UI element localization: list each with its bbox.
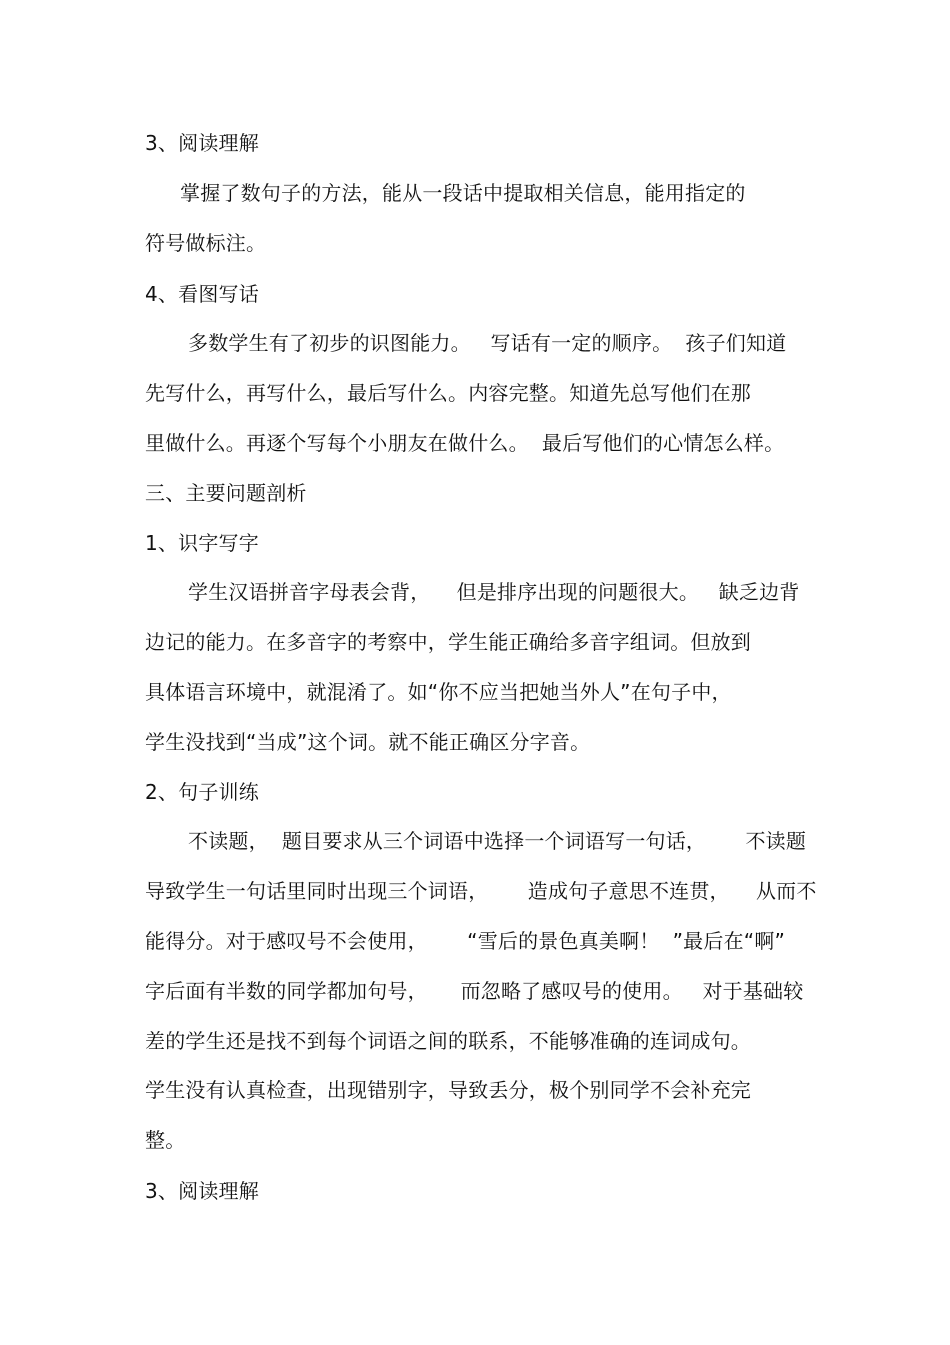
section-heading-picture-writing: 4、看图写话: [145, 282, 259, 306]
paragraph-line: 不读题， 题目要求从三个词语中选择一个词语写一句话， 不读题: [188, 829, 807, 853]
paragraph-line: 整。: [145, 1128, 186, 1152]
paragraph-line: 边记的能力。在多音字的考察中，学生能正确给多音字组词。但放到: [145, 630, 751, 654]
paragraph-line: 里做什么。再逐个写每个小朋友在做什么。 最后写他们的心情怎么样。: [145, 431, 785, 455]
section-heading-sentence-training: 2、句子训练: [145, 780, 259, 804]
paragraph-line: 具体语言环境中，就混淆了。如“你不应当把她当外人”在句子中，: [145, 680, 732, 704]
section-heading-reading: 3、阅读理解: [145, 131, 259, 155]
chapter-heading-problem-analysis: 三、主要问题剖析: [145, 481, 307, 505]
paragraph-line: 能得分。对于感叹号不会使用， “雪后的景色真美啊！ ”最后在“啊”: [145, 929, 786, 953]
paragraph-line: 学生没找到“当成”这个词。就不能正确区分字音。: [145, 730, 591, 754]
paragraph-line: 字后面有半数的同学都加句号， 而忽略了感叹号的使用。 对于基础较: [145, 979, 804, 1003]
paragraph-line: 符号做标注。: [145, 231, 267, 255]
paragraph-line: 学生汉语拼音字母表会背， 但是排序出现的问题很大。 缺乏边背: [188, 580, 800, 604]
paragraph-line: 导致学生一句话里同时出现三个词语， 造成句子意思不连贯， 从而不: [145, 879, 817, 903]
paragraph-line: 多数学生有了初步的识图能力。 写话有一定的顺序。 孩子们知道: [188, 331, 787, 355]
paragraph-line: 学生没有认真检查，出现错别字，导致丢分，极个别同学不会补充完: [145, 1078, 751, 1102]
section-heading-reading-2: 3、阅读理解: [145, 1179, 259, 1203]
section-heading-literacy: 1、识字写字: [145, 531, 259, 555]
paragraph-line: 掌握了数句子的方法，能从一段话中提取相关信息，能用指定的: [180, 181, 746, 205]
paragraph-line: 先写什么，再写什么，最后写什么。内容完整。知道先总写他们在那: [145, 381, 751, 405]
paragraph-line: 差的学生还是找不到每个词语之间的联系，不能够准确的连词成句。: [145, 1029, 751, 1053]
